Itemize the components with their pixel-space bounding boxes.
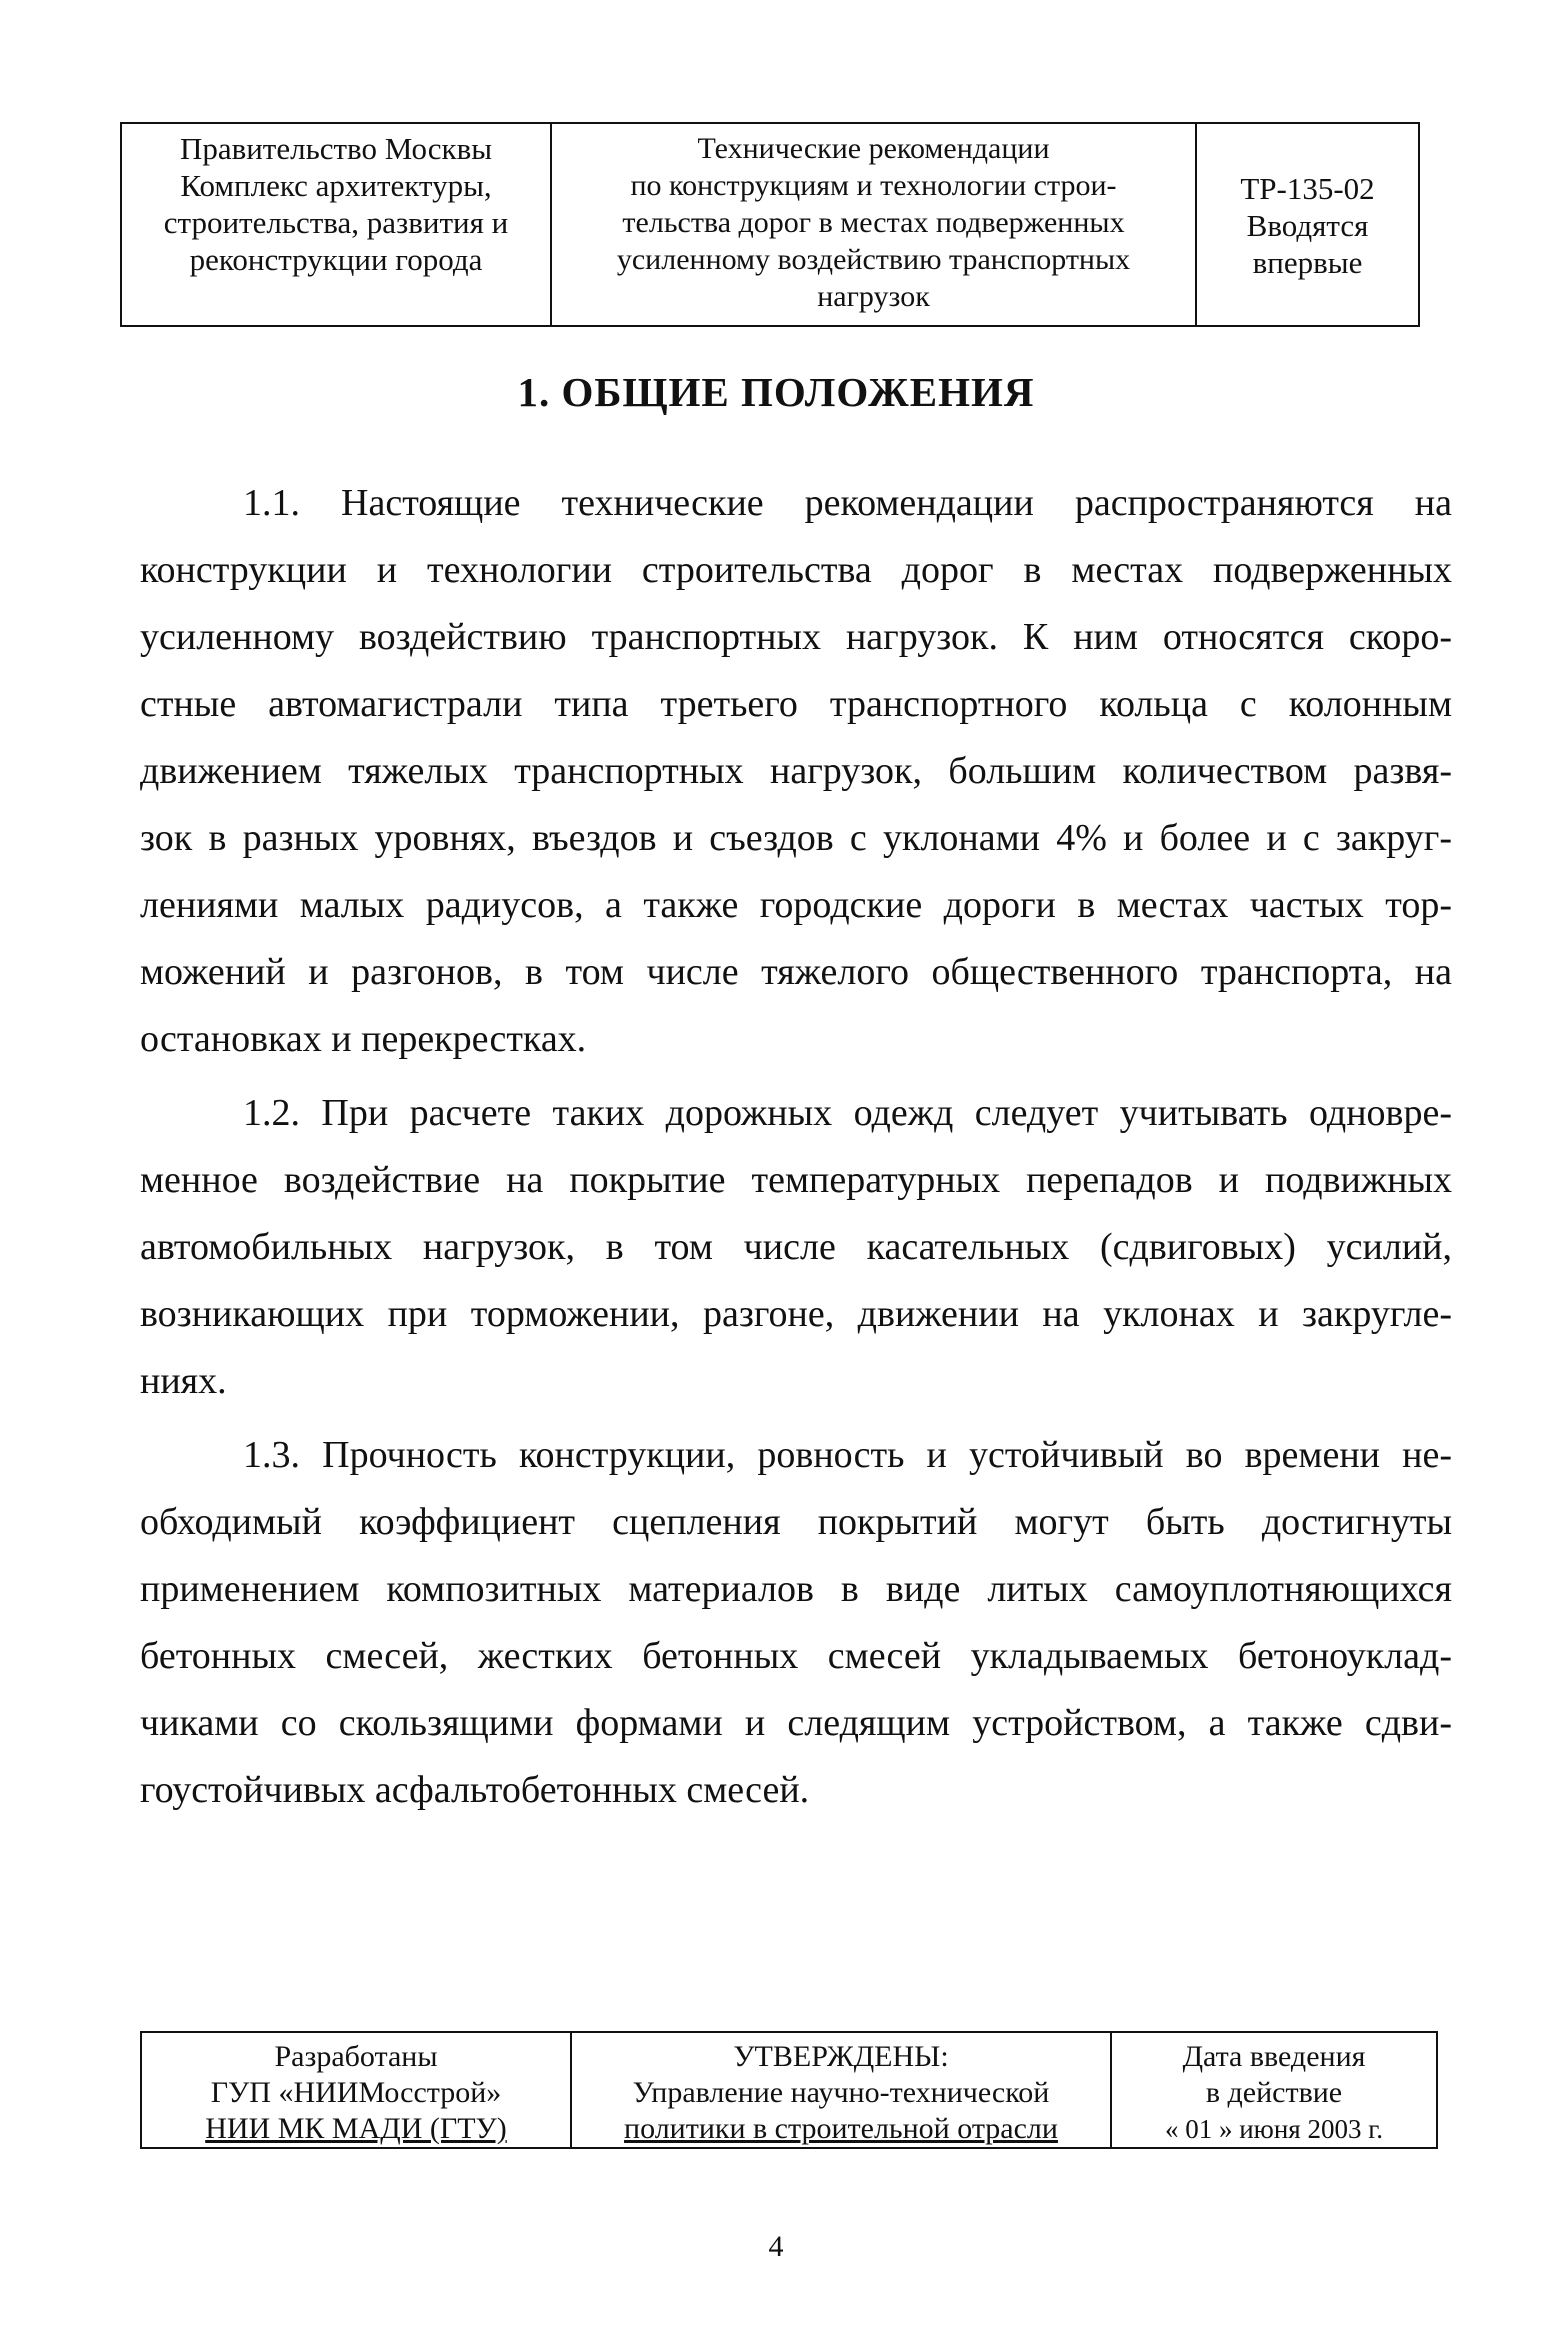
document-title-line: нагрузок bbox=[817, 280, 930, 313]
paragraph-1-3 bbox=[140, 1422, 1452, 1824]
effective-date-line: « 01 » июня 2003 г. bbox=[1164, 2114, 1384, 2144]
text-line: 1.2. При расчете таких дорожных одежд следует учитывать одновре- bbox=[243, 1092, 1452, 1134]
document-title-line: по конструкциям и технологии строи- bbox=[630, 169, 1117, 202]
effective-date-line: в действие bbox=[1205, 2076, 1343, 2109]
text-line: зок в разных уровнях, въездов и съездов с уклонами 4% и более и с закруг- bbox=[140, 817, 1452, 859]
developed-line: ГУП «НИИМосстрой» bbox=[210, 2076, 502, 2109]
document-code: ТР-135-02 bbox=[1240, 171, 1375, 206]
footer-date-cell bbox=[1112, 2033, 1436, 2147]
organization-line: строительства, развития и bbox=[163, 205, 509, 240]
text-line: можений и разгонов, в том числе тяжелого общественного транспорта, на bbox=[140, 951, 1452, 993]
body-text bbox=[140, 470, 1452, 1824]
text-line: бетонных смесей, жестких бетонных смесей укладываемых бетоноуклад- bbox=[140, 1635, 1452, 1677]
developed-line: НИИ МК МАДИ (ГТУ) bbox=[205, 2112, 507, 2145]
organization-line: Правительство Москвы bbox=[179, 131, 493, 166]
text-line: чиками со скользящими формами и следящим устройством, а также сдви- bbox=[140, 1702, 1452, 1744]
header-organization-cell bbox=[122, 124, 552, 325]
approved-line: УТВЕРЖДЕНЫ: bbox=[733, 2040, 949, 2073]
header-code-cell bbox=[1197, 124, 1418, 325]
effective-date-line: Дата введения bbox=[1182, 2040, 1366, 2073]
text-line: применением композитных материалов в виде литых самоуплотняющихся bbox=[140, 1568, 1452, 1610]
footer-developed-cell bbox=[142, 2033, 572, 2147]
document-status: Вводятся bbox=[1246, 208, 1369, 243]
paragraph-gap bbox=[140, 1073, 1452, 1080]
footer-approved-cell bbox=[572, 2033, 1112, 2147]
footer-table bbox=[140, 2031, 1438, 2149]
text-line: лениями малых радиусов, а также городские дороги в местах частых тор- bbox=[140, 884, 1452, 926]
text-line: остановках и перекрестках. bbox=[140, 1018, 587, 1060]
text-line: стные автомагистрали типа третьего транспортного кольца с колонным bbox=[140, 683, 1452, 725]
developed-line: Разработаны bbox=[274, 2040, 438, 2073]
paragraph-gap bbox=[140, 1415, 1452, 1422]
header-table bbox=[120, 122, 1420, 327]
text-line: ниях. bbox=[140, 1360, 227, 1402]
text-line: менное воздействие на покрытие температурных перепадов и подвижных bbox=[140, 1159, 1452, 1201]
organization-line: Комплекс архитектуры, bbox=[180, 168, 492, 203]
text-line: гоустойчивых асфальтобетонных смесей. bbox=[140, 1769, 810, 1811]
page-number: 4 bbox=[768, 2230, 784, 2263]
document-status: впервые bbox=[1252, 245, 1363, 280]
text-line: конструкции и технологии строительства дорог в местах подверженных bbox=[140, 549, 1452, 591]
text-line: возникающих при торможении, разгоне, движении на уклонах и закругле- bbox=[140, 1293, 1452, 1335]
document-title-line: Технические рекомендации bbox=[697, 132, 1050, 165]
paragraph-1-2 bbox=[140, 1080, 1452, 1415]
paragraph-1-1 bbox=[140, 470, 1452, 1073]
text-line: обходимый коэффициент сцепления покрытий могут быть достигнуты bbox=[140, 1501, 1452, 1543]
text-line: 1.1. Настоящие технические рекомендации распространяются на bbox=[243, 482, 1452, 524]
approved-line: Управление научно-технической bbox=[632, 2076, 1050, 2109]
organization-line: реконструкции города bbox=[189, 242, 483, 277]
text-line: 1.3. Прочность конструкции, ровность и устойчивый во времени не- bbox=[243, 1434, 1452, 1476]
section-title: 1. ОБЩИЕ ПОЛОЖЕНИЯ bbox=[517, 369, 1035, 415]
approved-line: политики в строительной отрасли bbox=[624, 2112, 1058, 2145]
header-title-cell bbox=[552, 124, 1197, 325]
text-line: движением тяжелых транспортных нагрузок, большим количеством развя- bbox=[140, 750, 1452, 792]
document-title-line: тельства дорог в местах подверженных bbox=[622, 206, 1125, 239]
text-line: автомобильных нагрузок, в том числе касательных (сдвиговых) усилий, bbox=[140, 1226, 1452, 1268]
text-line: усиленному воздействию транспортных нагрузок. К ним относятся скоро- bbox=[140, 616, 1452, 658]
document-title-line: усиленному воздействию транспортных bbox=[616, 243, 1131, 276]
